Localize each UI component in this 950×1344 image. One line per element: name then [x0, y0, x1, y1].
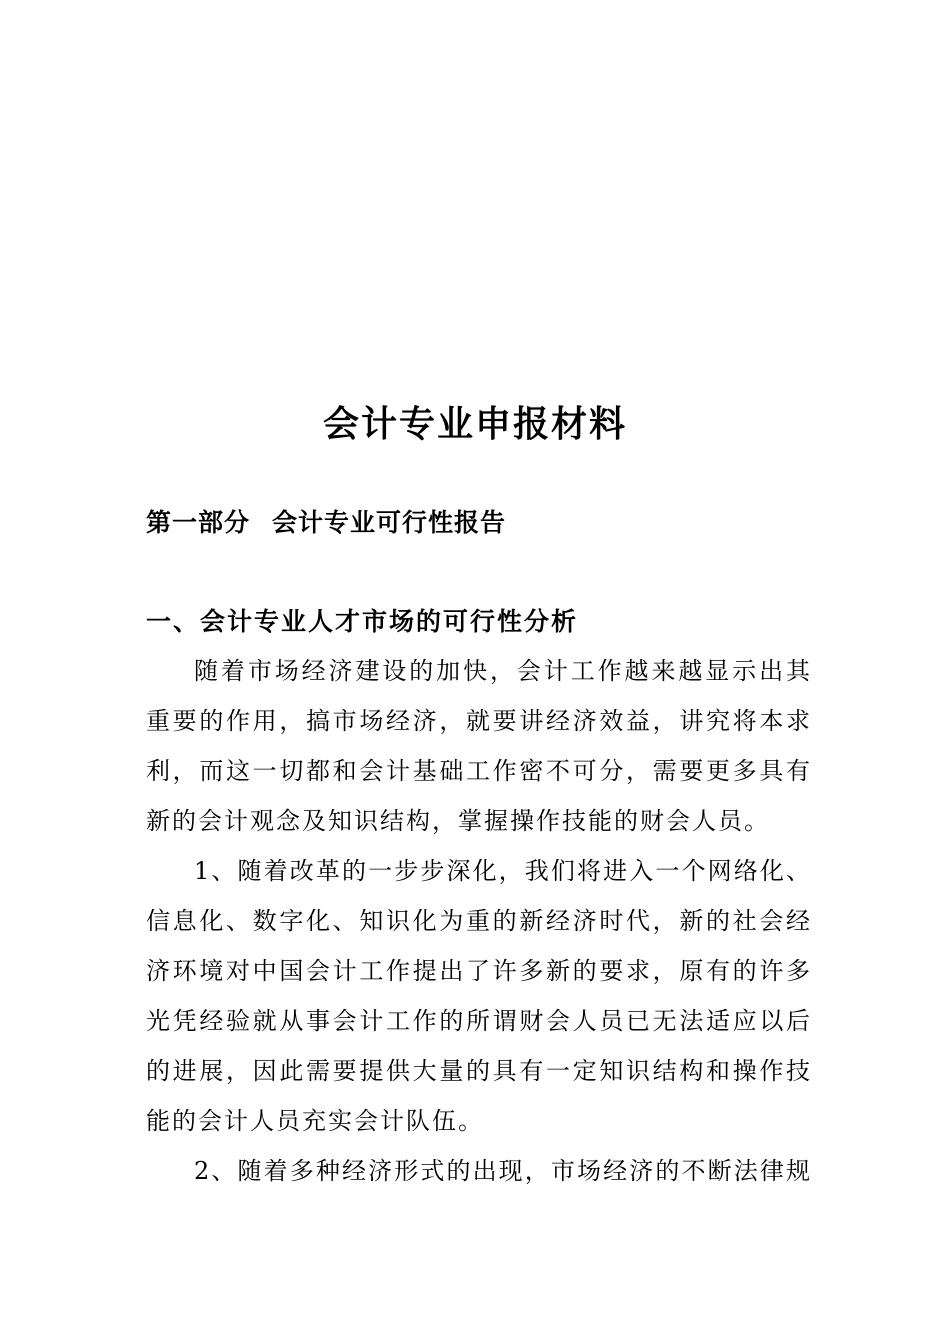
- part-label: 第一部分: [146, 508, 251, 537]
- section-heading: 一、会计专业人才市场的可行性分析: [146, 607, 579, 636]
- paragraph-3-line-1: 2、随着多种经济形式的出现，市场经济的不断法律规: [194, 1157, 810, 1185]
- paragraph-2-line-4: 光凭经验就从事会计工作的所谓财会人员已无法适应以后: [146, 1007, 810, 1035]
- part-title: 会计专业可行性报告: [272, 508, 507, 537]
- paragraph-2-line-3: 济环境对中国会计工作提出了许多新的要求，原有的许多: [146, 957, 810, 985]
- paragraph-2-line-2: 信息化、数字化、知识化为重的新经济时代，新的社会经: [146, 907, 810, 935]
- paragraph-1-line-1: 随着市场经济建设的加快，会计工作越来越显示出其: [194, 657, 810, 685]
- document-title: 会计专业申报材料: [322, 403, 627, 445]
- paragraph-2-line-6: 能的会计人员充实会计队伍。: [146, 1107, 484, 1135]
- paragraph-1-line-3: 利，而这一切都和会计基础工作密不可分，需要更多具有: [146, 757, 810, 785]
- part-heading: [146, 503, 506, 543]
- paragraph-2-line-5: 的进展，因此需要提供大量的具有一定知识结构和操作技: [146, 1057, 810, 1085]
- paragraph-1-line-2: 重要的作用，搞市场经济，就要讲经济效益，讲究将本求: [146, 707, 810, 735]
- paragraph-2-line-1: 1、随着改革的一步步深化，我们将进入一个网络化、: [194, 857, 810, 885]
- paragraph-1-line-4: 新的会计观念及知识结构，掌握操作技能的财会人员。: [146, 807, 770, 835]
